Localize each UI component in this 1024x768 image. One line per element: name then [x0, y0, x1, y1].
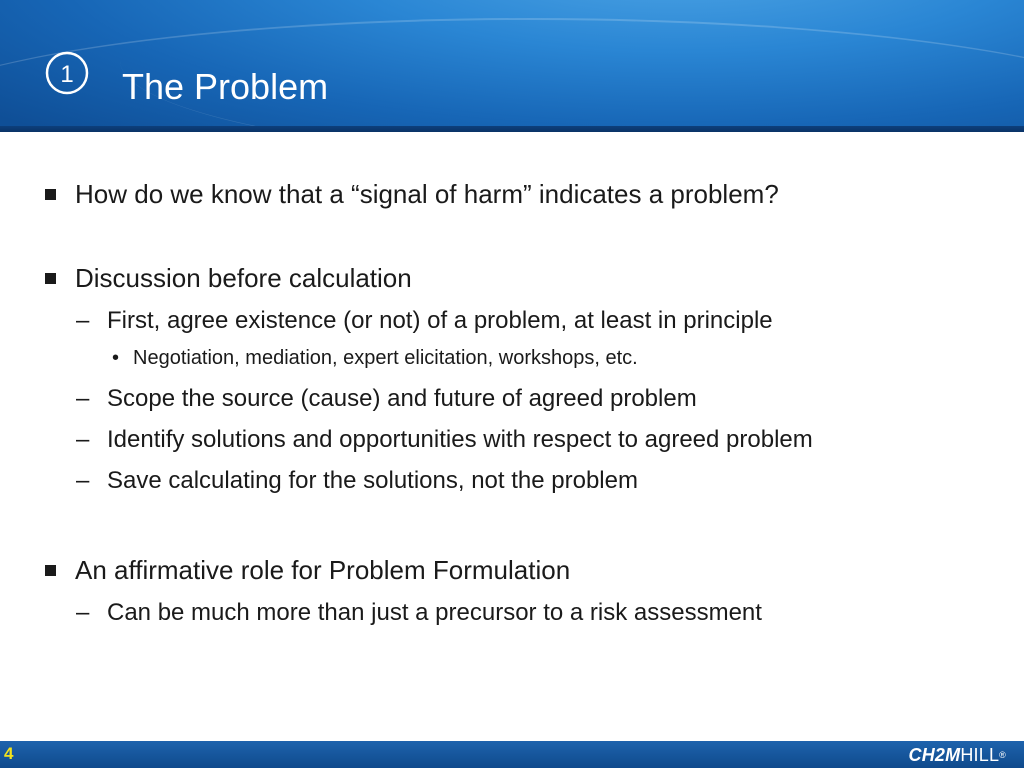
sub-bullet-item: Identify solutions and opportunities with respect to agreed problem: [107, 426, 813, 453]
sub-sub-bullet-item: Negotiation, mediation, expert elicitation, workshops, etc.: [133, 347, 638, 369]
footer-bar: [0, 741, 1024, 768]
bullet-item: Discussion before calculation: [75, 263, 412, 293]
logo-regular-text: HILL: [960, 745, 1000, 765]
bullet-item: How do we know that a “signal of harm” indicates a problem?: [75, 179, 779, 209]
sub-bullet-item: Scope the source (cause) and future of agreed problem: [107, 385, 697, 412]
bullet-item: An affirmative role for Problem Formulation: [75, 555, 571, 585]
square-bullet-icon: [45, 273, 56, 284]
registered-mark: ®: [999, 750, 1006, 760]
title-marker: 1: [60, 61, 74, 88]
page-title: The Problem: [122, 66, 329, 107]
dash-bullet-icon: –: [76, 426, 90, 453]
square-bullet-icon: [45, 189, 56, 200]
dash-bullet-icon: –: [76, 385, 90, 412]
logo-bold-text: CH2M: [908, 745, 961, 765]
sub-bullet-item: Save calculating for the solutions, not the problem: [107, 467, 638, 494]
sub-bullet-item: Can be much more than just a precursor to a risk assessment: [107, 599, 762, 626]
dash-bullet-icon: –: [76, 307, 90, 334]
sub-bullet-item: First, agree existence (or not) of a problem, at least in principle: [107, 307, 773, 334]
square-bullet-icon: [45, 565, 56, 576]
company-logo: [909, 746, 1006, 764]
dash-bullet-icon: –: [76, 467, 90, 494]
dot-bullet-icon: •: [112, 347, 120, 369]
dash-bullet-icon: –: [76, 599, 90, 626]
slide-number: 4: [4, 744, 14, 763]
